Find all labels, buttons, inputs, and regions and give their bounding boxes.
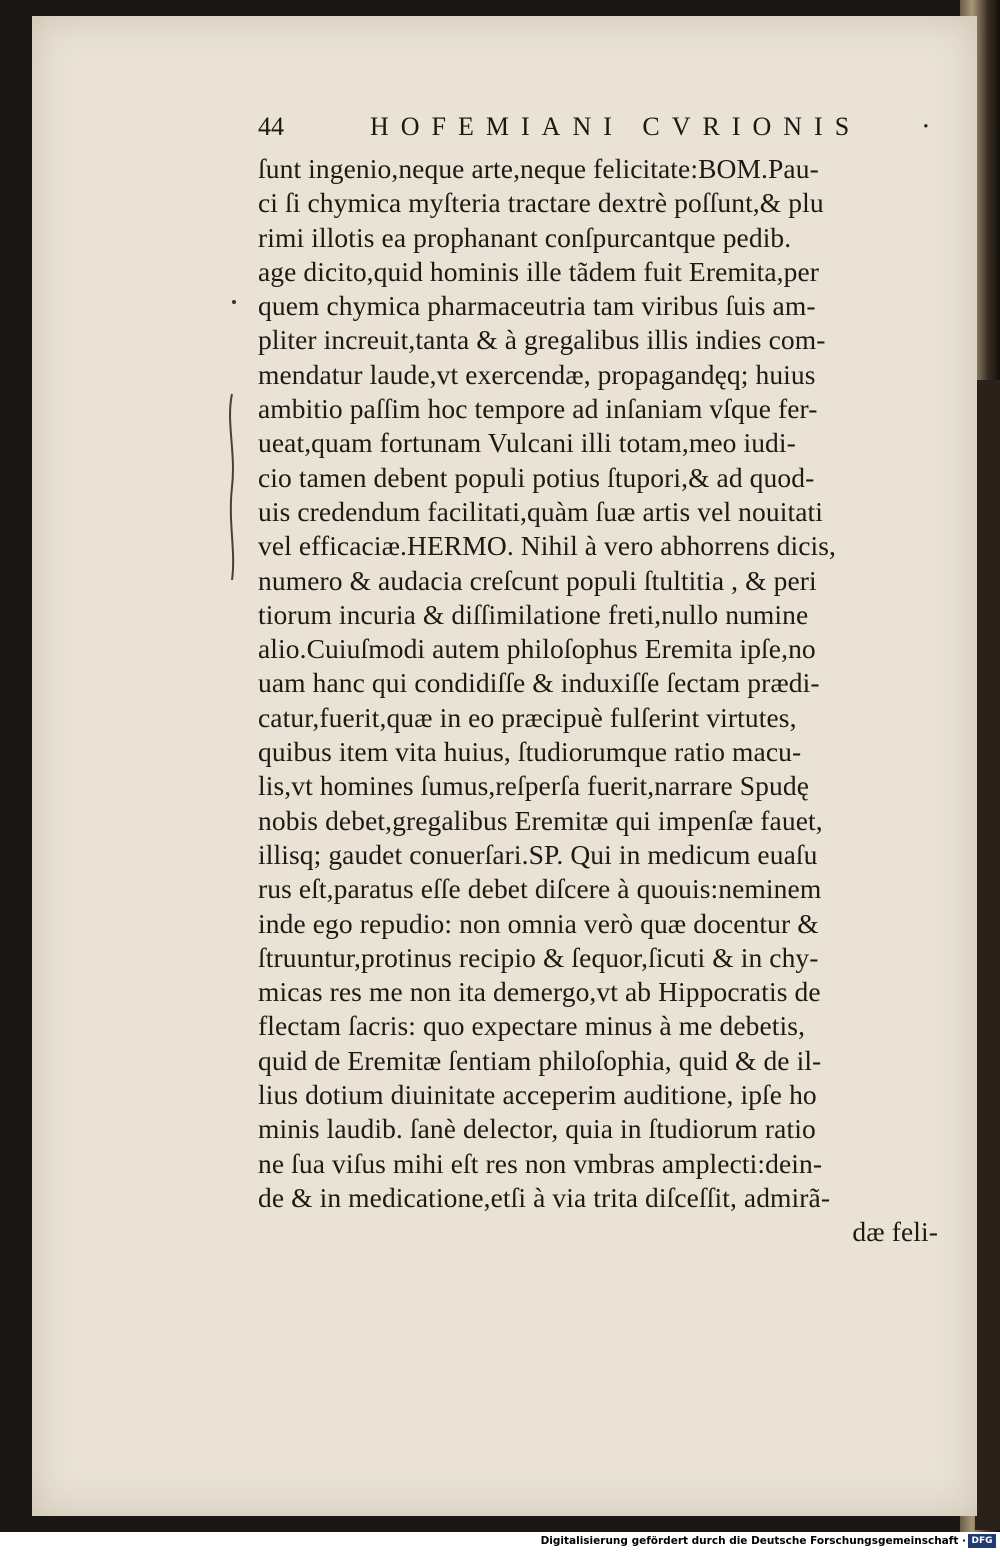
text-line: ci ſi chymica myſteria tractare dextrè poſſunt,& plu <box>258 187 824 219</box>
text-line: quem chymica pharmaceutria tam viribus ſuis am- <box>258 290 816 322</box>
text-line: quibus item vita huius, ſtudiorumque ratio macu- <box>258 736 802 768</box>
page-header <box>258 112 938 148</box>
text-line: rimi illotis ea prophanant conſpurcantque pedib. <box>258 221 792 253</box>
text-line: uis credendum facilitati,quàm ſuæ artis vel nouitati <box>258 495 823 527</box>
text-line: ſtruuntur,protinus recipio & ſequor,ſicuti & in chy- <box>258 941 819 973</box>
catchword: dæ feli- <box>852 1216 938 1248</box>
text-line: ſunt ingenio,neque arte,neque felicitate:BOM.Pau- <box>258 153 819 184</box>
header-mark: · <box>921 112 930 142</box>
text-line: uam hanc qui condidiſſe & induxiſſe ſectam prædi- <box>258 667 820 699</box>
text-line: micas res me non ita demergo,vt ab Hippocratis de <box>258 976 821 1008</box>
text-line: de & in medicatione,etſi à via trita diſceſſit, admirã- <box>258 1181 831 1213</box>
text-line: ne ſua viſus mihi eſt res non vmbras amplecti:dein- <box>258 1147 823 1179</box>
text-line: numero & audacia creſcunt populi ſtultitia , & peri <box>258 564 817 596</box>
text-line: cio tamen debent populi potius ſtupori,& ad quod- <box>258 461 815 493</box>
text-line: ambitio paſſim hoc tempore ad inſaniam vſque fer- <box>258 393 818 425</box>
text-line: lis,vt homines ſumus,reſperſa fuerit,narrare Spudę <box>258 770 810 802</box>
text-line: catur,fuerit,quæ in eo præcipuè fulſerint virtutes, <box>258 701 797 733</box>
book-edge-shadow <box>975 380 1000 1530</box>
text-line: ueat,quam fortunam Vulcani illi totam,meo iudi- <box>258 427 796 459</box>
running-head: HOFEMIANI CVRIONIS <box>370 112 862 141</box>
text-line: tiorum incuria & diſſimilatione freti,nullo numine <box>258 598 809 630</box>
text-line: age dicito,quid hominis ille tãdem fuit Eremita,per <box>258 255 820 287</box>
text-line: lius dotium diuinitate acceperim auditione, ipſe ho <box>258 1079 817 1111</box>
margin-dot <box>232 300 236 304</box>
text-line: flectam ſacris: quo expectare minus à me debetis, <box>258 1010 806 1042</box>
text-line: alio.Cuiuſmodi autem philoſophus Eremita ipſe,no <box>258 633 816 665</box>
digitization-credit: Digitalisierung gefördert durch die Deutsche Forschungsgemeinschaft · <box>540 1535 966 1547</box>
text-line: vel efficaciæ.HERMO. Nihil à vero abhorrens dicis, <box>258 530 837 562</box>
text-line: nobis debet,gregalibus Eremitæ qui impenſæ fauet, <box>258 804 823 836</box>
text-line: quid de Eremitæ ſentiam philoſophia, quid & de il- <box>258 1044 822 1076</box>
text-line: minis laudib. ſanè delector, quia in ſtudiorum ratio <box>258 1113 816 1145</box>
dfg-logo: DFG <box>968 1534 996 1548</box>
folio-number: 44 <box>258 112 284 141</box>
text-line: rus eſt,paratus eſſe debet diſcere à quouis:neminem <box>258 873 822 905</box>
margin-bracket-mark <box>222 392 240 582</box>
text-line: pliter increuit,tanta & à gregalibus illis indies com- <box>258 324 826 356</box>
text-line: inde ego repudio: non omnia verò quæ docentur & <box>258 907 819 939</box>
body-text <box>258 152 938 1250</box>
text-line: illisq; gaudet conuerſari.SP. Qui in medicum euaſu <box>258 838 818 870</box>
text-line: mendatur laude,vt exercendæ, propagandęq; huius <box>258 358 816 390</box>
